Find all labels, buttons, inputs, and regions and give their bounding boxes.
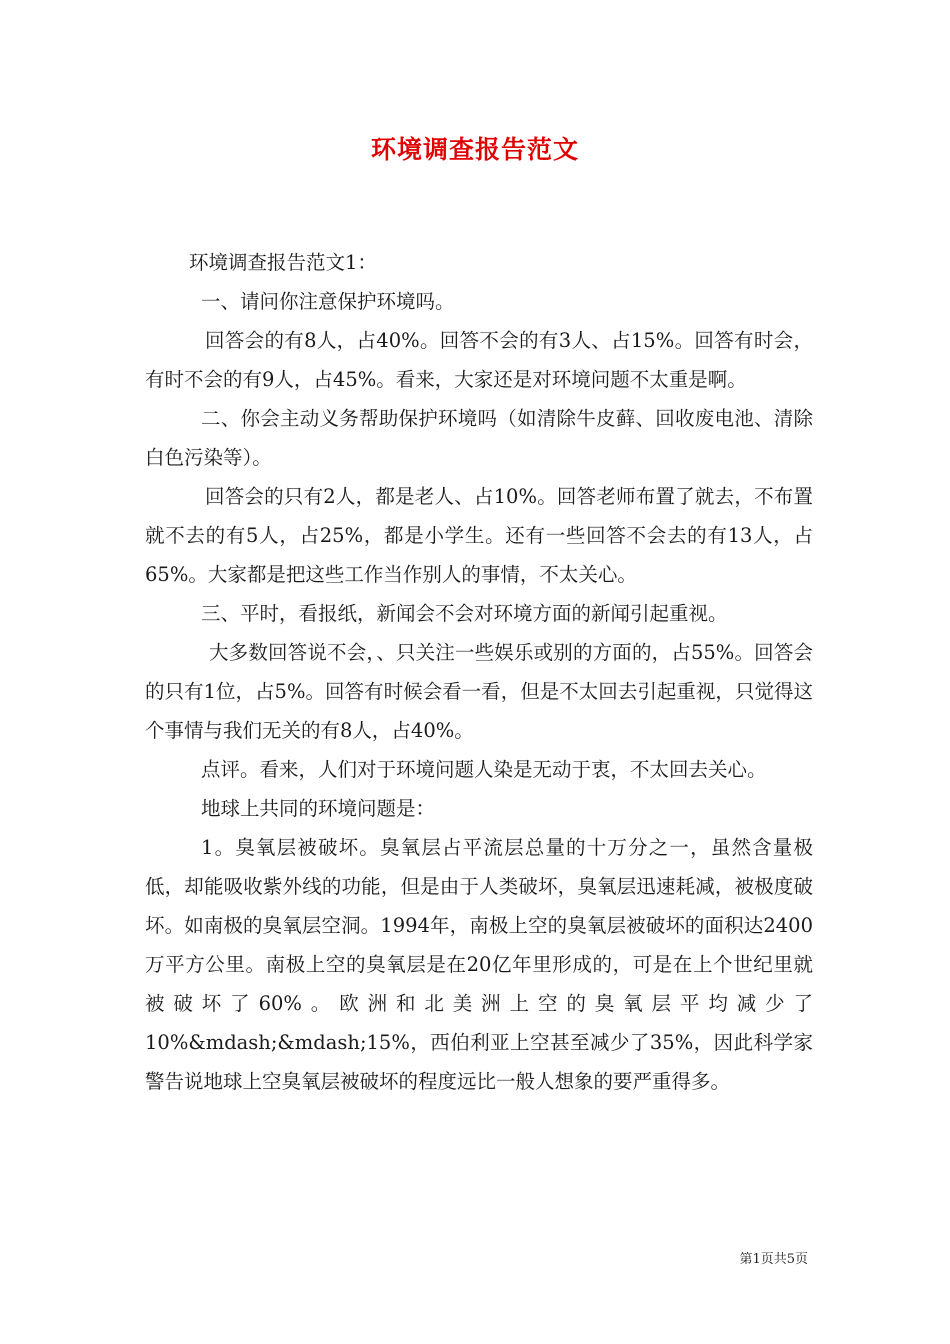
paragraph: 回答会的有8人，占40%。回答不会的有3人、占15%。回答有时会，有时不会的有9人，占45%。看来，大家还是对环境问题不太重是啊。 — [145, 329, 813, 391]
paragraph: 地球上共同的环境问题是： — [201, 797, 436, 820]
paragraph: 三、平时，看报纸，新闻会不会对环境方面的新闻引起重视。 — [201, 602, 728, 625]
paragraph: 回答会的只有2人，都是老人、占10%。回答老师布置了就去，不布置就不去的有5人，占25%，都是小学生。还有一些回答不会去的有13人，占65%。大家都是把这些工作当作别人的事情，不太关心。 — [145, 485, 813, 586]
paragraph: 大多数回答说不会，、只关注一些娱乐或别的方面的，占55%。回答会的只有1位，占5%。回答有时候会看一看，但是不太回去引起重视，只觉得这个事情与我们无关的有8人，占40%。 — [145, 641, 813, 742]
paragraph: 环境调查报告范文1： — [189, 251, 377, 274]
document-body — [145, 243, 813, 1101]
paragraph: 点评。看来，人们对于环境问题人染是无动于衷，不太回去关心。 — [201, 758, 767, 781]
paragraph: 一、请问你注意保护环境吗。 — [201, 290, 455, 313]
paragraph: 1。臭氧层被破坏。臭氧层占平流层总量的十万分之一，虽然含量极低，却能吸收紫外线的功能，但是由于人类破坏，臭氧层迅速耗减，被极度破坏。如南极的臭氧层空洞。1994年，南极上空的臭氧层被破坏的面积达2400万平方公里。南极上空的臭氧层是在20亿年里形成的，可是在上个世纪里就被破坏了60%。欧洲和北美洲上空的臭氧层平均减少了10%&mdash;&mdash;15%，西伯利亚上空甚至减少了35%，因此科学家警告说地球上空臭氧层被破坏的程度远比一般人想象的要严重得多。 — [145, 836, 813, 1093]
document-title: 环境调查报告范文 — [370, 135, 579, 164]
page-number-footer: 第1页共5页 — [739, 1252, 808, 1267]
paragraph: 二、你会主动义务帮助保护环境吗（如清除牛皮藓、回收废电池、清除白色污染等）。 — [145, 407, 813, 469]
